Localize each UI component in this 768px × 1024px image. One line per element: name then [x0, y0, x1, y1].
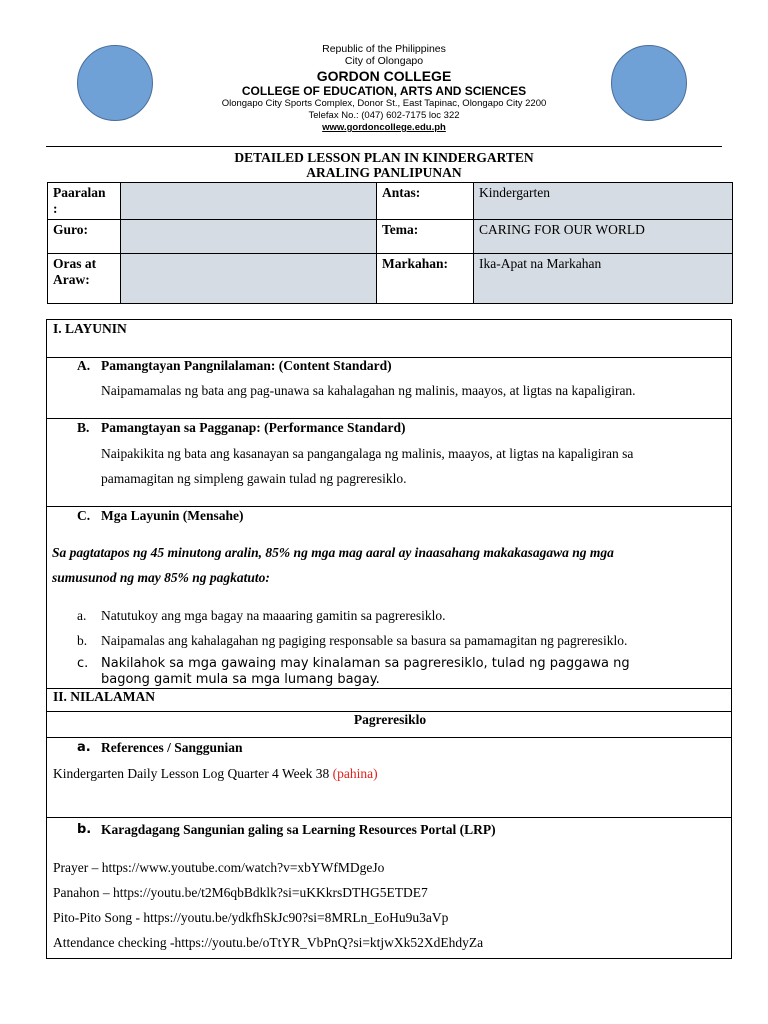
divider — [47, 737, 731, 738]
objective-c-2: bagong gamit mula sa mga lumang bagay. — [101, 672, 380, 687]
references-text: Kindergarten Daily Lesson Log Quarter 4 Week 38 — [53, 766, 330, 781]
paaralan-colon: : — [53, 201, 58, 216]
divider — [47, 418, 731, 419]
objectives-title: Mga Layunin (Mensahe) — [101, 508, 244, 523]
references-title: References / Sanggunian — [101, 740, 243, 755]
department-name: COLLEGE OF EDUCATION, ARTS AND SCIENCES — [241, 84, 527, 98]
references-page: (pahina) — [332, 766, 378, 781]
objective-a: Natutukoy ang mga bagay na maaaring gamitin sa pagreresiklo. — [101, 608, 446, 623]
antas-label: Antas: — [377, 183, 474, 220]
objectives-marker: C. — [77, 508, 91, 523]
oras-label-line1: Oras at — [53, 256, 97, 271]
oras-label-line2: Araw: — [53, 272, 90, 287]
lrp-title: Karagdagang Sangunian galing sa Learning Resources Portal (LRP) — [101, 822, 496, 837]
website-link[interactable]: www.gordoncollege.edu.ph — [322, 122, 446, 133]
doc-title: DETAILED LESSON PLAN IN KINDERGARTEN — [234, 150, 534, 165]
performance-standard-text-1: Naipakikita ng bata ang kasanayan sa pangangalaga ng malinis, maayos, at ligtas na kapaligiran sa — [101, 446, 634, 461]
city-line: City of Olongapo — [344, 55, 424, 67]
telefax-line: Telefax No.: (047) 602-7175 loc 322 — [308, 110, 460, 121]
paaralan-label-cell — [48, 183, 121, 220]
layunin-heading: I. LAYUNIN — [53, 321, 127, 336]
content-standard-title: Pamangtayan Pangnilalaman: (Content Standard) — [101, 358, 392, 373]
oras-value[interactable] — [121, 254, 377, 304]
standard-a-marker: A. — [77, 358, 91, 373]
paaralan-label: Paaralan — [53, 185, 106, 200]
nilalaman-heading: II. NILALAMAN — [53, 689, 156, 704]
panahon-link[interactable]: Panahon – https://youtu.be/t2M6qbBdklk?si=uKKkrsDTHG5ETDE7 — [53, 885, 428, 900]
guro-value[interactable] — [121, 220, 377, 254]
objectives-intro-1: Sa pagtatapos ng 45 minutong aralin, 85% ng mga mag aaral ay inaasahang makakasagawa ng mga — [52, 545, 614, 560]
antas-value: Kindergarten — [474, 183, 733, 220]
tema-label: Tema: — [377, 220, 474, 254]
header-rule — [46, 146, 722, 147]
markahan-value: Ika-Apat na Markahan — [474, 254, 733, 304]
markahan-label: Markahan: — [377, 254, 474, 304]
prayer-link[interactable]: Prayer – https://www.youtube.com/watch?v=xbYWfMDgeJo — [53, 860, 385, 875]
address-line: Olongapo City Sports Complex, Donor St., East Tapinac, Olongapo City 2200 — [221, 98, 547, 109]
objectives-intro-2: sumusunod ng may 85% ng pagkatuto: — [52, 570, 270, 585]
doc-subtitle: ARALING PANLIPUNAN — [306, 165, 462, 180]
performance-standard-title: Pamangtayan sa Pagganap: (Performance Standard) — [101, 420, 406, 435]
college-name: GORDON COLLEGE — [316, 68, 452, 84]
attendance-checking-link[interactable]: Attendance checking -https://youtu.be/oTtYR_VbPnQ?si=ktjwXk52XdEhdyZa — [53, 935, 484, 950]
divider — [47, 817, 731, 818]
divider — [47, 506, 731, 507]
objective-a-marker: a. — [77, 608, 87, 623]
tema-value: CARING FOR OUR WORLD — [474, 220, 733, 254]
paaralan-value[interactable] — [121, 183, 377, 220]
objective-c-marker: c. — [77, 656, 89, 671]
republic-line: Republic of the Philippines — [322, 43, 446, 55]
info-table — [47, 182, 733, 304]
oras-label-cell — [48, 254, 121, 304]
content-standard-text: Naipamamalas ng bata ang pag-unawa sa kahalagahan ng malinis, maayos, at ligtas na kapaligiran. — [101, 383, 636, 398]
objective-b: Naipamalas ang kahalagahan ng pagiging responsable sa basura sa pamamagitan ng pagreresiklo. — [101, 633, 628, 648]
guro-label: Guro: — [48, 220, 121, 254]
standard-b-marker: B. — [77, 420, 90, 435]
objective-b-marker: b. — [77, 633, 88, 648]
lrp-marker: b. — [77, 822, 92, 837]
references-text-line — [53, 766, 378, 782]
pito-pito-song-link[interactable]: Pito-Pito Song - https://youtu.be/ydkfhSkJc90?si=8MRLn_EoHu9u3aVp — [53, 910, 449, 925]
topic-title: Pagreresiklo — [353, 712, 427, 727]
lesson-body — [46, 319, 732, 959]
performance-standard-text-2: pamamagitan ng simpleng gawain tulad ng pagreresiklo. — [101, 471, 407, 486]
references-marker: a. — [77, 740, 91, 755]
objective-c-1: Nakilahok sa mga gawaing may kinalaman sa pagreresiklo, tulad ng paggawa ng — [101, 656, 630, 671]
